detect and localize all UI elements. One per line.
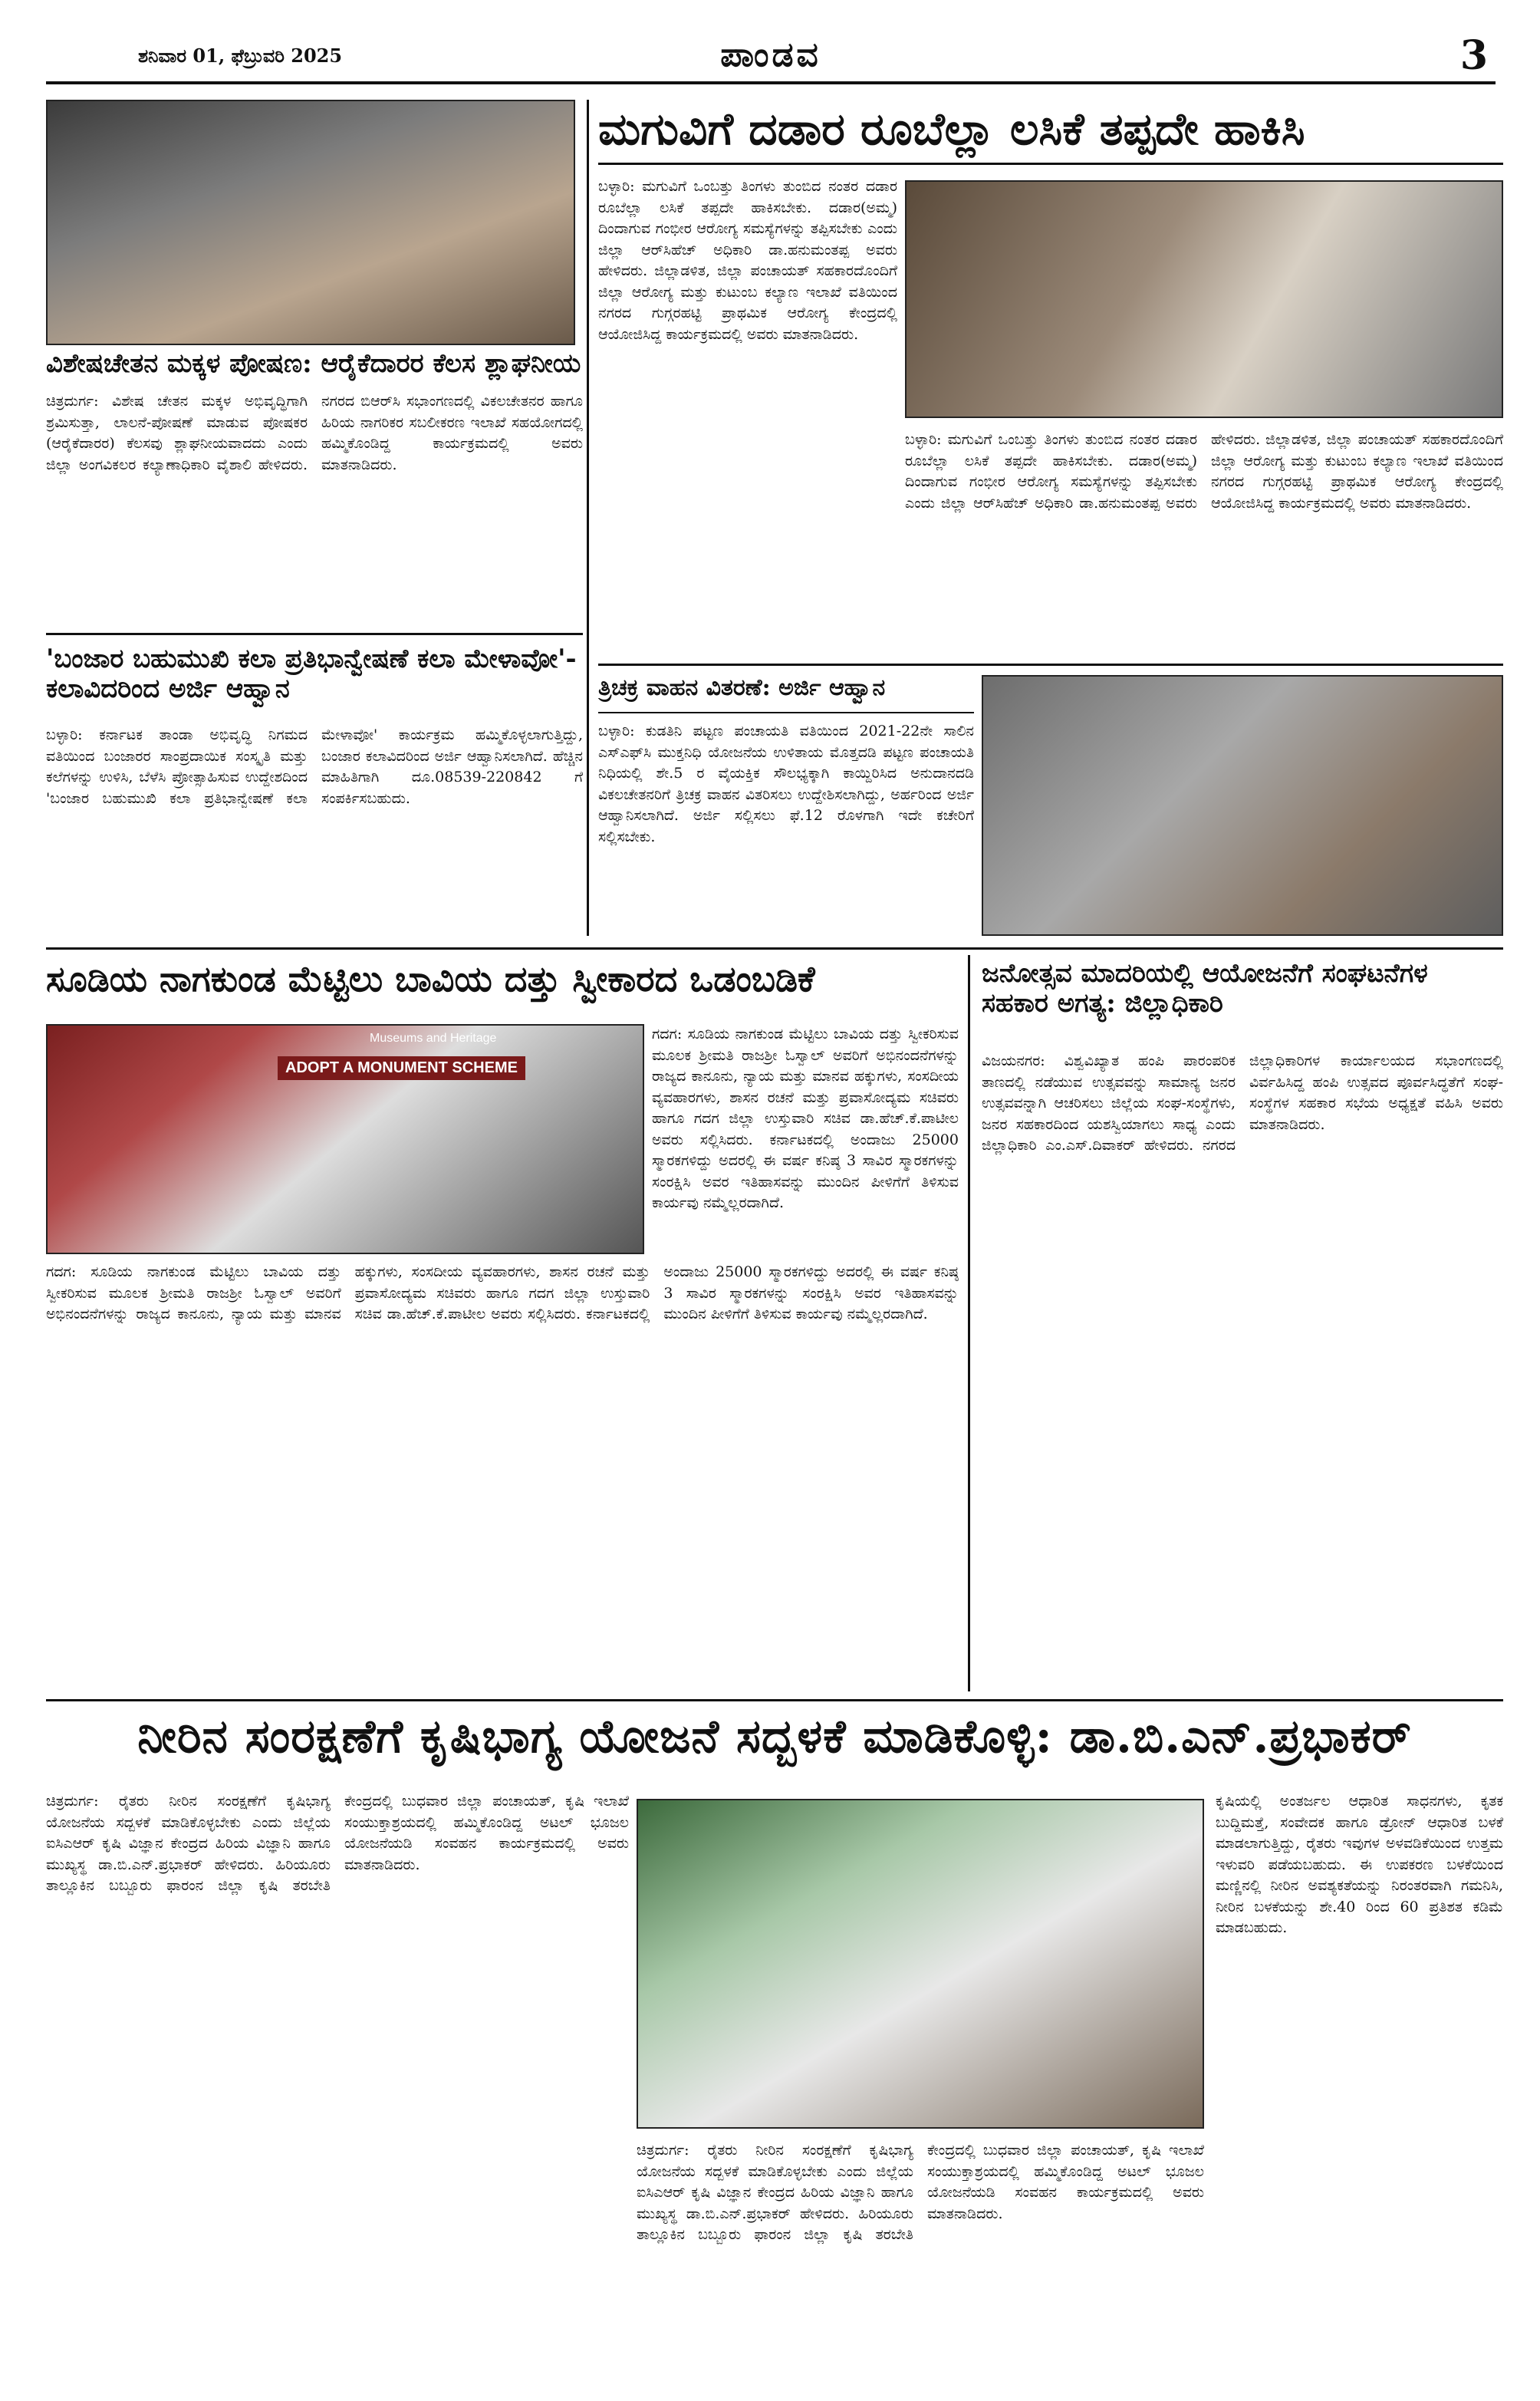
nagakunda-body-1: ಗದಗ: ಸೂಡಿಯ ನಾಗಕುಂಡ ಮೆಟ್ಟಿಲು ಬಾವಿಯ ದತ್ತು ಸ್ವೀಕರಿಸುವ ಮೂಲಕ ಶ್ರೀಮತಿ ರಾಜಶ್ರೀ ಓಸ್ವಾಲ್ ಅವರಿಗೆ ಅಭಿನಂದನೆಗಳನ್ನು ರಾಜ್ಯದ ಕಾನೂನು, ನ್ಯಾಯ ಮತ್ತು ಮಾನವ ಹಕ್ಕುಗಳು, ಸಂಸದೀಯ ವ್ಯವಹಾರಗಳು, ಶಾಸನ ರಚನೆ ಮತ್ತು ಪ್ರವಾಸೋದ್ಯಮ ಸಚಿವರು ಹಾಗೂ ಗದಗ ಜಿಲ್ಲಾ ಉಸ್ತುವಾರಿ ಸಚಿವ ಡಾ.ಹೆಚ್.ಕೆ.ಪಾಟೀಲ ಅವರು ಸಲ್ಲಿಸಿದರು. ಕರ್ನಾಟಕದಲ್ಲಿ ಅಂದಾಜು 25000 ಸ್ಮಾರಕಗಳಿದ್ದು ಅದರಲ್ಲಿ ಈ ವರ್ಷ ಕನಿಷ್ಠ 3 ಸಾವಿರ ಸ್ಮಾರಕಗಳನ್ನು ಸಂರಕ್ಷಿಸಿ ಅವರ ಇತಿಹಾಸವನ್ನು ಮುಂದಿನ ಪೀಳಿಗೆಗೆ ತಿಳಿಸುವ ಕಾರ್ಯವು ನಮ್ಮೆಲ್ಲರದಾಗಿದೆ. bbox=[652, 1026, 959, 1212]
janotsava-body: ವಿಜಯನಗರ: ವಿಶ್ವವಿಖ್ಯಾತ ಹಂಪಿ ಪಾರಂಪರಿಕ ತಾಣದಲ್ಲಿ ನಡೆಯುವ ಉತ್ಸವವನ್ನು ಸಾಮಾನ್ಯ ಜನರ ಉತ್ಸವವನ್ನಾಗಿ ಆಚರಿಸಲು ಜಿಲ್ಲೆಯ ಸಂಘ-ಸಂಸ್ಥೆಗಳು, ಜನರ ಸಹಕಾರದಿಂದ ಯಶಸ್ವಿಯಾಗಲು ಸಾಧ್ಯ ಎಂದು ಜಿಲ್ಲಾಧಿಕಾರಿ ಎಂ.ಎಸ್.ದಿವಾಕರ್ ಹೇಳಿದರು. ನಗರದ ಜಿಲ್ಲಾಧಿಕಾರಿಗಳ ಕಾರ್ಯಾಲಯದ ಸಭಾಂಗಣದಲ್ಲಿ ವಿರ್ವಹಿಸಿದ್ದ ಹಂಪಿ ಉತ್ಸವದ ಪೂರ್ವಸಿದ್ಧತೆಗೆ ಸಂಘ-ಸಂಸ್ಥೆಗಳ ಸಹಕಾರ ಸಭೆಯ ಅಧ್ಯಕ್ಷತೆ ವಹಿಸಿ ಅವರು ಮಾತನಾಡಿದರು. bbox=[982, 1052, 1503, 1154]
rubella-body-2: ಬಳ್ಳಾರಿ: ಮಗುವಿಗೆ ಒಂಬತ್ತು ತಿಂಗಳು ತುಂಬಿದ ನಂತರ ದಡಾರ ರೂಬೆಲ್ಲಾ ಲಸಿಕೆ ತಪ್ಪದೇ ಹಾಕಿಸಬೇಕು. ದಡಾರ(ಅಮ್ಮ) ದಿಂದಾಗುವ ಗಂಭೀರ ಆರೋಗ್ಯ ಸಮಸ್ಯೆಗಳನ್ನು ತಪ್ಪಿಸಬೇಕು ಎಂದು ಜಿಲ್ಲಾ ಆರ್‌ಸಿಹೆಚ್ ಅಧಿಕಾರಿ ಡಾ.ಹನುಮಂತಪ್ಪ ಅವರು ಹೇಳಿದರು. ಜಿಲ್ಲಾಡಳಿತ, ಜಿಲ್ಲಾ ಪಂಚಾಯತ್ ಸಹಕಾರದೊಂದಿಗೆ ಜಿಲ್ಲಾ ಆರೋಗ್ಯ ಮತ್ತು ಕುಟುಂಬ ಕಲ್ಯಾಣ ಇಲಾಖೆ ವತಿಯಿಂದ ನಗರದ ಗುಗ್ಗರಹಟ್ಟಿ ಪ್ರಾಥಮಿಕ ಆರೋಗ್ಯ ಕೇಂದ್ರದಲ್ಲಿ ಆಯೋಜಿಸಿದ್ದ ಕಾರ್ಯಕ್ರಮದಲ್ಲಿ ಅವರು ಮಾತನಾಡಿದರು. bbox=[905, 431, 1503, 512]
banjara-headline: 'ಬಂಜಾರ ಬಹುಮುಖಿ ಕಲಾ ಪ್ರತಿಭಾನ್ವೇಷಣೆ ಕಲಾ ಮೇಳಾವೋ'- ಕಲಾವಿದರಿಂದ ಅರ್ಜಿ ಆಹ್ವಾನ bbox=[46, 644, 577, 705]
issue-date: ಶನಿವಾರ 01, ಫೆಬ್ರುವರಿ 2025 bbox=[138, 44, 343, 67]
nagakunda-photo bbox=[46, 1024, 644, 1254]
column-divider bbox=[587, 100, 589, 936]
rubella-body-1: ಬಳ್ಳಾರಿ: ಮಗುವಿಗೆ ಒಂಬತ್ತು ತಿಂಗಳು ತುಂಬಿದ ನಂತರ ದಡಾರ ರೂಬೆಲ್ಲಾ ಲಸಿಕೆ ತಪ್ಪದೇ ಹಾಕಿಸಬೇಕು. ದಡಾರ(ಅಮ್ಮ) ದಿಂದಾಗುವ ಗಂಭೀರ ಆರೋಗ್ಯ ಸಮಸ್ಯೆಗಳನ್ನು ತಪ್ಪಿಸಬೇಕು ಎಂದು ಜಿಲ್ಲಾ ಆರ್‌ಸಿಹೆಚ್ ಅಧಿಕಾರಿ ಡಾ.ಹನುಮಂತಪ್ಪ ಅವರು ಹೇಳಿದರು. ಜಿಲ್ಲಾಡಳಿತ, ಜಿಲ್ಲಾ ಪಂಚಾಯತ್ ಸಹಕಾರದೊಂದಿಗೆ ಜಿಲ್ಲಾ ಆರೋಗ್ಯ ಮತ್ತು ಕುಟುಂಬ ಕಲ್ಯಾಣ ಇಲಾಖೆ ವತಿಯಿಂದ ನಗರದ ಗುಗ್ಗರಹಟ್ಟಿ ಪ್ರಾಥಮಿಕ ಆರೋಗ್ಯ ಕೇಂದ್ರದಲ್ಲಿ ಆಯೋಜಿಸಿದ್ದ ಕಾರ್ಯಕ್ರಮದಲ್ಲಿ ಅವರು ಮಾತನಾಡಿದರು. bbox=[598, 178, 897, 343]
section-divider bbox=[46, 947, 1503, 950]
nutrition-photo bbox=[46, 100, 575, 345]
newspaper-name: ಪಾಂಡವ bbox=[720, 35, 821, 74]
janotsava-headline: ಜನೋತ್ಸವ ಮಾದರಿಯಲ್ಲಿ ಆಯೋಜನೆಗೆ ಸಂಘಟನೆಗಳ ಸಹಕಾರ ಅಗತ್ಯ: ಜಿಲ್ಲಾಧಿಕಾರಿ bbox=[982, 958, 1428, 1019]
nutrition-body: ಚಿತ್ರದುರ್ಗ: ವಿಶೇಷ ಚೇತನ ಮಕ್ಕಳ ಅಭಿವೃದ್ಧಿಗಾಗಿ ಶ್ರಮಿಸುತ್ತಾ, ಲಾಲನೆ-ಪೋಷಣೆ ಮಾಡುವ ಪೋಷಕರ (ಆರೈಕೆದಾರರ) ಕೆಲಸವು ಶ್ಲಾಘನೀಯವಾದದು ಎಂದು ಜಿಲ್ಲಾ ಅಂಗವಿಕಲರ ಕಲ್ಯಾಣಾಧಿಕಾರಿ ವೈಶಾಲಿ ಹೇಳಿದರು. ನಗರದ ಬಿಆರ್‌ಸಿ ಸಭಾಂಗಣದಲ್ಲಿ ವಿಕಲಚೇತನರ ಹಾಗೂ ಹಿರಿಯ ನಾಗರಿಕರ ಸಬಲೀಕರಣ ಇಲಾಖೆ ಸಹಯೋಗದಲ್ಲಿ ಹಮ್ಮಿಕೊಂಡಿದ್ದ ಕಾರ್ಯಕ್ರಮದಲ್ಲಿ ಅವರು ಮಾತನಾಡಿದರು. bbox=[46, 393, 583, 473]
masthead bbox=[46, 31, 1496, 84]
nagakunda-body-2: ಗದಗ: ಸೂಡಿಯ ನಾಗಕುಂಡ ಮೆಟ್ಟಿಲು ಬಾವಿಯ ದತ್ತು ಸ್ವೀಕರಿಸುವ ಮೂಲಕ ಶ್ರೀಮತಿ ರಾಜಶ್ರೀ ಓಸ್ವಾಲ್ ಅವರಿಗೆ ಅಭಿನಂದನೆಗಳನ್ನು ರಾಜ್ಯದ ಕಾನೂನು, ನ್ಯಾಯ ಮತ್ತು ಮಾನವ ಹಕ್ಕುಗಳು, ಸಂಸದೀಯ ವ್ಯವಹಾರಗಳು, ಶಾಸನ ರಚನೆ ಮತ್ತು ಪ್ರವಾಸೋದ್ಯಮ ಸಚಿವರು ಹಾಗೂ ಗದಗ ಜಿಲ್ಲಾ ಉಸ್ತುವಾರಿ ಸಚಿವ ಡಾ.ಹೆಚ್.ಕೆ.ಪಾಟೀಲ ಅವರು ಸಲ್ಲಿಸಿದರು. ಕರ್ನಾಟಕದಲ್ಲಿ ಅಂದಾಜು 25000 ಸ್ಮಾರಕಗಳಿದ್ದು ಅದರಲ್ಲಿ ಈ ವರ್ಷ ಕನಿಷ್ಠ 3 ಸಾವಿರ ಸ್ಮಾರಕಗಳನ್ನು ಸಂರಕ್ಷಿಸಿ ಅವರ ಇತಿಹಾಸವನ್ನು ಮುಂದಿನ ಪೀಳಿಗೆಗೆ ತಿಳಿಸುವ ಕಾರ್ಯವು ನಮ್ಮೆಲ್ಲರದಾಗಿದೆ. bbox=[46, 1263, 959, 1323]
nagakunda-headline: ಸೂಡಿಯ ನಾಗಕುಂಡ ಮೆಟ್ಟಿಲು ಬಾವಿಯ ದತ್ತು ಸ್ವೀಕಾರದ ಒಡಂಬಡಿಕೆ bbox=[46, 958, 815, 1000]
rubella-headline: ಮಗುವಿಗೆ ದಡಾರ ರೂಬೆಲ್ಲಾ ಲಸಿಕೆ ತಪ್ಪದೇ ಹಾಕಿಸಿ bbox=[598, 104, 1503, 165]
photo-banner-text: ADOPT A MONUMENT SCHEME bbox=[278, 1056, 525, 1080]
rubella-photo bbox=[905, 180, 1503, 418]
nutrition-headline: ವಿಶೇಷಚೇತನ ಮಕ್ಕಳ ಪೋಷಣ: ಆರೈಕೆದಾರರ ಕೆಲಸ ಶ್ಲಾಘನೀಯ bbox=[46, 348, 581, 379]
section-divider bbox=[46, 1699, 1503, 1701]
krishi-body-right: ಕೃಷಿಯಲ್ಲಿ ಅಂತರ್ಜಲ ಆಧಾರಿತ ಸಾಧನಗಳು, ಕೃತಕ ಬುದ್ದಿಮತ್ತೆ, ಸಂವೇದಕ ಹಾಗೂ ಡ್ರೋನ್ ಆಧಾರಿತ ಬಳಕೆ ಮಾಡಲಾಗುತ್ತಿದ್ದು, ರೈತರು ಇವುಗಳ ಅಳವಡಿಕೆಯಿಂದ ಉತ್ತಮ ಇಳುವರಿ ಪಡೆಯಬಹುದು. ಈ ಉಪಕರಣ ಬಳಕೆಯಿಂದ ಮಣ್ಣಿನಲ್ಲಿ ನೀರಿನ ಅವಶ್ಯಕತೆಯನ್ನು ನಿರಂತರವಾಗಿ ಗಮನಿಸಿ, ನೀರಿನ ಬಳಕೆಯನ್ನು ಶೇ.40 ರಿಂದ 60 ಪ್ರತಿಶತ ಕಡಿಮೆ ಮಾಡಬಹುದು. bbox=[1216, 1793, 1503, 1937]
section-divider bbox=[598, 664, 1503, 666]
section-divider bbox=[46, 633, 583, 635]
banjara-body: ಬಳ್ಳಾರಿ: ಕರ್ನಾಟಕ ತಾಂಡಾ ಅಭಿವೃದ್ಧಿ ನಿಗಮದ ವತಿಯಿಂದ ಬಂಜಾರರ ಸಾಂಪ್ರದಾಯಿಕ ಸಂಸ್ಕೃತಿ ಮತ್ತು ಕಲೆಗಳನ್ನು ಉಳಿಸಿ, ಬೆಳೆಸಿ ಪ್ರೋತ್ಸಾಹಿಸುವ ಉದ್ದೇಶದಿಂದ 'ಬಂಜಾರ ಬಹುಮುಖಿ ಕಲಾ ಪ್ರತಿಭಾನ್ವೇಷಣೆ ಕಲಾ ಮೇಳಾವೋ' ಕಾರ್ಯಕ್ರಮ ಹಮ್ಮಿಕೊಳ್ಳಲಾಗುತ್ತಿದ್ದು, ಬಂಜಾರ ಕಲಾವಿದರಿಂದ ಅರ್ಜಿ ಆಹ್ವಾನಿಸಲಾಗಿದೆ. ಹೆಚ್ಚಿನ ಮಾಹಿತಿಗಾಗಿ ದೂ.08539-220842 ಗೆ ಸಂಪರ್ಕಿಸಬಹುದು. bbox=[46, 726, 583, 807]
column-divider bbox=[968, 955, 970, 1691]
photo-banner-subtext: Museums and Heritage bbox=[370, 1032, 497, 1045]
tricycle-photo bbox=[982, 675, 1503, 936]
krishi-headline: ನೀರಿನ ಸಂರಕ್ಷಣೆಗೆ ಕೃಷಿಭಾಗ್ಯ ಯೋಜನೆ ಸದ್ಬಳಕೆ ಮಾಡಿಕೊಳ್ಳಿ: ಡಾ.ಬಿ.ಎನ್.ಪ್ರಭಾಕರ್ bbox=[137, 1710, 1412, 1764]
tricycle-body: ಬಳ್ಳಾರಿ: ಕುಡತಿನಿ ಪಟ್ಟಣ ಪಂಚಾಯತಿ ವತಿಯಿಂದ 2021-22ನೇ ಸಾಲಿನ ಎಸ್‌ಎಫ್‌ಸಿ ಮುಕ್ತನಿಧಿ ಯೋಜನೆಯ ಉಳಿತಾಯ ಮೊತ್ತದಡಿ ಪಟ್ಟಣ ಪಂಚಾಯತಿ ನಿಧಿಯಲ್ಲಿ ಶೇ.5 ರ ವೈಯಕ್ತಿಕ ಸೌಲಭ್ಯಕ್ಕಾಗಿ ಕಾಯ್ದಿರಿಸಿದ ಅನುದಾನದಡಿ ವಿಕಲಚೇತನರಿಗೆ ತ್ರಿಚಕ್ರ ವಾಹನ ವಿತರಿಸಲು ಉದ್ದೇಶಿಸಲಾಗಿದ್ದು, ಅರ್ಹರಿಂದ ಅರ್ಜಿ ಆಹ್ವಾನಿಸಲಾಗಿದೆ. ಅರ್ಜಿ ಸಲ್ಲಿಸಲು ಫೆ.12 ರೊಳಗಾಗಿ ಇದೇ ಕಚೇರಿಗೆ ಸಲ್ಲಿಸಬೇಕು. bbox=[598, 723, 974, 845]
page-number: 3 bbox=[1459, 32, 1488, 79]
krishi-body-center: ಚಿತ್ರದುರ್ಗ: ರೈತರು ನೀರಿನ ಸಂರಕ್ಷಣೆಗೆ ಕೃಷಿಭಾಗ್ಯ ಯೋಜನೆಯ ಸದ್ಬಳಕೆ ಮಾಡಿಕೊಳ್ಳಬೇಕು ಎಂದು ಜಿಲ್ಲೆಯ ಐಸಿಎಆರ್ ಕೃಷಿ ವಿಜ್ಞಾನ ಕೇಂದ್ರದ ಹಿರಿಯ ವಿಜ್ಞಾನಿ ಹಾಗೂ ಮುಖ್ಯಸ್ಥ ಡಾ.ಬಿ.ಎನ್.ಪ್ರಭಾಕರ್ ಹೇಳಿದರು. ಹಿರಿಯೂರು ತಾಲ್ಲೂಕಿನ ಬಬ್ಬೂರು ಫಾರಂನ ಜಿಲ್ಲಾ ಕೃಷಿ ತರಬೇತಿ ಕೇಂದ್ರದಲ್ಲಿ ಬುಧವಾರ ಜಿಲ್ಲಾ ಪಂಚಾಯತ್, ಕೃಷಿ ಇಲಾಖೆ ಸಂಯುಕ್ತಾಶ್ರಯದಲ್ಲಿ ಹಮ್ಮಿಕೊಂಡಿದ್ದ ಅಟಲ್ ಭೂಜಲ ಯೋಜನೆಯಡಿ ಸಂವಹನ ಕಾರ್ಯಕ್ರಮದಲ್ಲಿ ಅವರು ಮಾತನಾಡಿದರು. bbox=[637, 2142, 1204, 2244]
krishi-photo bbox=[637, 1799, 1204, 2129]
tricycle-headline: ತ್ರಿಚಕ್ರ ವಾಹನ ವಿತರಣೆ: ಅರ್ಜಿ ಆಹ್ವಾನ bbox=[598, 675, 974, 713]
krishi-body-left: ಚಿತ್ರದುರ್ಗ: ರೈತರು ನೀರಿನ ಸಂರಕ್ಷಣೆಗೆ ಕೃಷಿಭಾಗ್ಯ ಯೋಜನೆಯ ಸದ್ಬಳಕೆ ಮಾಡಿಕೊಳ್ಳಬೇಕು ಎಂದು ಜಿಲ್ಲೆಯ ಐಸಿಎಆರ್ ಕೃಷಿ ವಿಜ್ಞಾನ ಕೇಂದ್ರದ ಹಿರಿಯ ವಿಜ್ಞಾನಿ ಹಾಗೂ ಮುಖ್ಯಸ್ಥ ಡಾ.ಬಿ.ಎನ್.ಪ್ರಭಾಕರ್ ಹೇಳಿದರು. ಹಿರಿಯೂರು ತಾಲ್ಲೂಕಿನ ಬಬ್ಬೂರು ಫಾರಂನ ಜಿಲ್ಲಾ ಕೃಷಿ ತರಬೇತಿ ಕೇಂದ್ರದಲ್ಲಿ ಬುಧವಾರ ಜಿಲ್ಲಾ ಪಂಚಾಯತ್, ಕೃಷಿ ಇಲಾಖೆ ಸಂಯುಕ್ತಾಶ್ರಯದಲ್ಲಿ ಹಮ್ಮಿಕೊಂಡಿದ್ದ ಅಟಲ್ ಭೂಜಲ ಯೋಜನೆಯಡಿ ಸಂವಹನ ಕಾರ್ಯಕ್ರಮದಲ್ಲಿ ಅವರು ಮಾತನಾಡಿದರು. bbox=[46, 1793, 629, 1895]
